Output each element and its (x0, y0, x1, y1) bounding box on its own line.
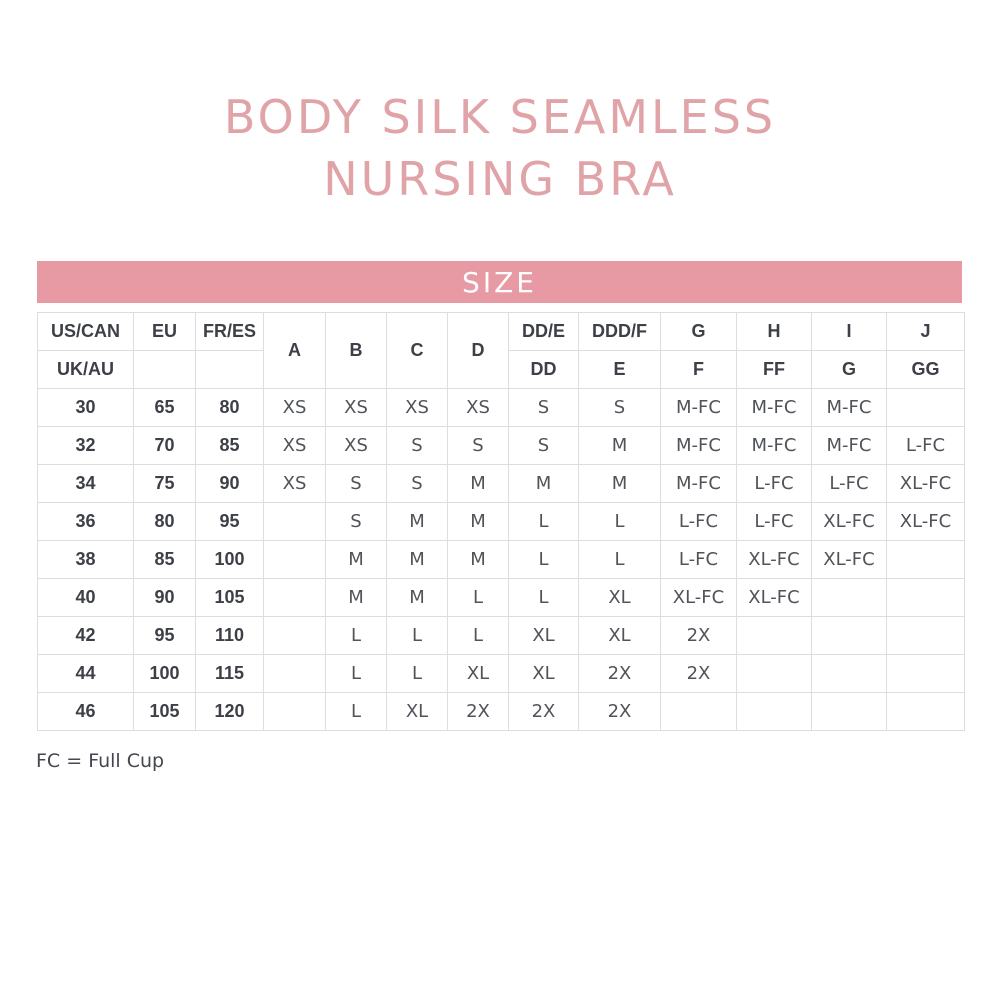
header-eu-blank (134, 351, 196, 389)
size-cell: S (509, 389, 579, 427)
size-cell: S (509, 427, 579, 465)
size-cell: M (387, 503, 448, 541)
size-cell: L (579, 541, 661, 579)
size-cell: 2X (579, 693, 661, 731)
size-cell: L-FC (887, 427, 965, 465)
size-cell: XL (448, 655, 509, 693)
size-cell: M (326, 579, 387, 617)
size-cell: XL-FC (812, 503, 887, 541)
band-us-can: 42 (38, 617, 134, 655)
size-cell: XL-FC (737, 579, 812, 617)
table-row (38, 541, 965, 579)
band-fr-es: 105 (196, 579, 264, 617)
size-cell: XL-FC (812, 541, 887, 579)
band-us-can: 32 (38, 427, 134, 465)
size-cell (661, 693, 737, 731)
band-fr-es: 80 (196, 389, 264, 427)
header-cup-h: H (737, 313, 812, 351)
size-cell: M (579, 427, 661, 465)
header-cup-ddd-f: DDD/F (579, 313, 661, 351)
size-cell: M-FC (737, 427, 812, 465)
size-cell (737, 693, 812, 731)
size-chart-table (37, 312, 965, 731)
size-cell: 2X (579, 655, 661, 693)
size-cell: 2X (661, 655, 737, 693)
size-cell: S (326, 503, 387, 541)
band-fr-es: 120 (196, 693, 264, 731)
size-cell: M (387, 541, 448, 579)
size-cell (887, 389, 965, 427)
size-cell: L-FC (661, 541, 737, 579)
size-cell (264, 655, 326, 693)
size-cell: M-FC (661, 465, 737, 503)
size-cell (264, 579, 326, 617)
table-row (38, 617, 965, 655)
band-fr-es: 95 (196, 503, 264, 541)
table-row (38, 655, 965, 693)
size-cell: L (509, 579, 579, 617)
size-cell: L (326, 617, 387, 655)
band-fr-es: 85 (196, 427, 264, 465)
size-cell: XL (387, 693, 448, 731)
table-row (38, 427, 965, 465)
size-cell: L-FC (737, 503, 812, 541)
size-cell: 2X (448, 693, 509, 731)
band-eu: 85 (134, 541, 196, 579)
band-us-can: 40 (38, 579, 134, 617)
size-cell: M (448, 503, 509, 541)
size-cell: XS (264, 427, 326, 465)
header-cup-d: D (448, 313, 509, 389)
band-us-can: 44 (38, 655, 134, 693)
size-cell (887, 617, 965, 655)
band-us-can: 46 (38, 693, 134, 731)
page-title (0, 86, 1000, 210)
table-row (38, 693, 965, 731)
table-row (38, 503, 965, 541)
size-cell (812, 655, 887, 693)
size-cell (264, 617, 326, 655)
header-cup-dd: DD (509, 351, 579, 389)
size-cell: L (326, 655, 387, 693)
size-cell: L (326, 693, 387, 731)
size-cell: L-FC (661, 503, 737, 541)
size-cell: XS (264, 465, 326, 503)
header-cup-gg: GG (887, 351, 965, 389)
band-eu: 90 (134, 579, 196, 617)
size-cell: XL (509, 617, 579, 655)
size-cell: M-FC (661, 389, 737, 427)
band-us-can: 36 (38, 503, 134, 541)
title-line-2: NURSING BRA (323, 152, 677, 206)
header-us-can: US/CAN (38, 313, 134, 351)
size-cell (887, 579, 965, 617)
size-cell: L (448, 579, 509, 617)
size-cell: XL-FC (737, 541, 812, 579)
size-cell: L (387, 655, 448, 693)
header-cup-a: A (264, 313, 326, 389)
size-cell: XS (264, 389, 326, 427)
header-cup-g: G (661, 313, 737, 351)
size-banner: SIZE (37, 261, 962, 303)
size-cell: XS (326, 427, 387, 465)
band-us-can: 34 (38, 465, 134, 503)
band-fr-es: 115 (196, 655, 264, 693)
size-cell: L (387, 617, 448, 655)
size-cell: S (387, 427, 448, 465)
header-cup-c: C (387, 313, 448, 389)
band-eu: 95 (134, 617, 196, 655)
size-cell (264, 541, 326, 579)
size-cell: L-FC (812, 465, 887, 503)
size-cell (264, 503, 326, 541)
header-cup-j: J (887, 313, 965, 351)
band-eu: 75 (134, 465, 196, 503)
size-cell: L (509, 541, 579, 579)
size-cell: XL-FC (887, 503, 965, 541)
size-cell: M (448, 541, 509, 579)
band-eu: 65 (134, 389, 196, 427)
size-cell: M-FC (812, 427, 887, 465)
size-cell: 2X (509, 693, 579, 731)
size-cell (812, 693, 887, 731)
band-eu: 100 (134, 655, 196, 693)
size-cell: XS (448, 389, 509, 427)
size-cell (737, 617, 812, 655)
header-fr-es: FR/ES (196, 313, 264, 351)
size-cell: M-FC (737, 389, 812, 427)
size-cell: M-FC (661, 427, 737, 465)
size-cell: M (579, 465, 661, 503)
header-cup-g-uk: G (812, 351, 887, 389)
size-cell: XL-FC (661, 579, 737, 617)
band-eu: 105 (134, 693, 196, 731)
header-cup-ff: FF (737, 351, 812, 389)
header-cup-dd-e: DD/E (509, 313, 579, 351)
size-cell (812, 617, 887, 655)
size-cell: S (387, 465, 448, 503)
band-fr-es: 100 (196, 541, 264, 579)
size-cell: XL (579, 617, 661, 655)
size-cell: XL (509, 655, 579, 693)
size-cell (887, 693, 965, 731)
title-line-1: BODY SILK SEAMLESS (223, 90, 777, 144)
size-cell: L-FC (737, 465, 812, 503)
band-eu: 80 (134, 503, 196, 541)
size-cell: XS (326, 389, 387, 427)
size-cell: S (579, 389, 661, 427)
header-row-top (38, 313, 965, 351)
size-cell: XL (579, 579, 661, 617)
table-row (38, 465, 965, 503)
size-cell: L (448, 617, 509, 655)
band-us-can: 38 (38, 541, 134, 579)
size-cell: XL-FC (887, 465, 965, 503)
size-cell: S (448, 427, 509, 465)
table-row (38, 579, 965, 617)
size-cell: L (579, 503, 661, 541)
header-fr-es-blank (196, 351, 264, 389)
size-cell (737, 655, 812, 693)
header-cup-f: F (661, 351, 737, 389)
header-cup-e: E (579, 351, 661, 389)
size-cell (887, 541, 965, 579)
band-us-can: 30 (38, 389, 134, 427)
size-cell (887, 655, 965, 693)
size-cell: XS (387, 389, 448, 427)
table-row (38, 389, 965, 427)
size-cell: S (326, 465, 387, 503)
size-cell (264, 693, 326, 731)
header-cup-b: B (326, 313, 387, 389)
size-cell: M (326, 541, 387, 579)
footnote: FC = Full Cup (36, 750, 165, 772)
size-cell (812, 579, 887, 617)
band-eu: 70 (134, 427, 196, 465)
size-cell: L (509, 503, 579, 541)
band-fr-es: 110 (196, 617, 264, 655)
band-fr-es: 90 (196, 465, 264, 503)
size-cell: M-FC (812, 389, 887, 427)
header-eu: EU (134, 313, 196, 351)
header-uk-au: UK/AU (38, 351, 134, 389)
size-cell: 2X (661, 617, 737, 655)
header-cup-i: I (812, 313, 887, 351)
size-cell: M (387, 579, 448, 617)
size-cell: M (448, 465, 509, 503)
size-cell: M (509, 465, 579, 503)
